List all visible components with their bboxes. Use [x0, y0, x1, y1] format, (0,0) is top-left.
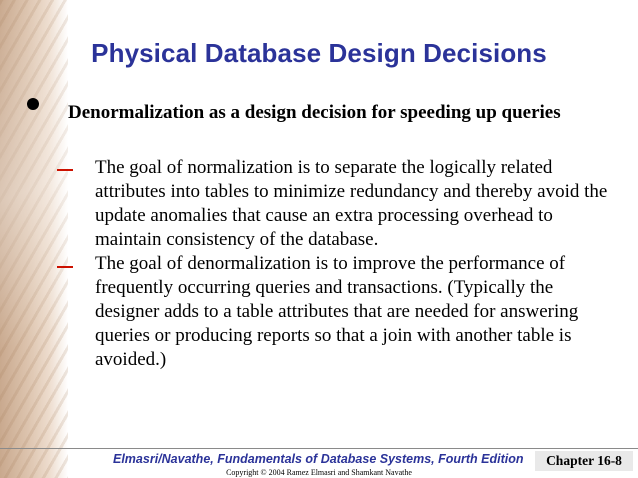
main-bullet-text: Denormalization as a design decision for speeding up queries [68, 102, 561, 123]
sand-texture-decoration [0, 0, 68, 478]
dash-icon [57, 169, 73, 171]
footer-copyright: Copyright © 2004 Ramez Elmasri and Shamkant Navathe [226, 468, 412, 477]
subpoint-normalization: The goal of normalization is to separate the logically related attributes into tables to minimize redundancy and thereby avoid the update anomalies that cause an extra processing overhead to maintain consistency of the database. [95, 157, 608, 250]
bullet-dot-icon [27, 98, 39, 110]
slide-title: Physical Database Design Decisions [91, 38, 547, 68]
footer-divider [0, 448, 638, 449]
dash-icon [57, 266, 73, 268]
subpoint-denormalization: The goal of denormalization is to improve the performance of frequently occurring queries and transactions. (Typically the designer adds to a table attributes that are needed for answering queries or producing reports so that a join with another table is avoided.) [95, 253, 579, 370]
footer-book-title: Elmasri/Navathe, Fundamentals of Database Systems, Fourth Edition [113, 452, 524, 466]
footer-chapter-label: Chapter 16-8 [535, 451, 633, 471]
